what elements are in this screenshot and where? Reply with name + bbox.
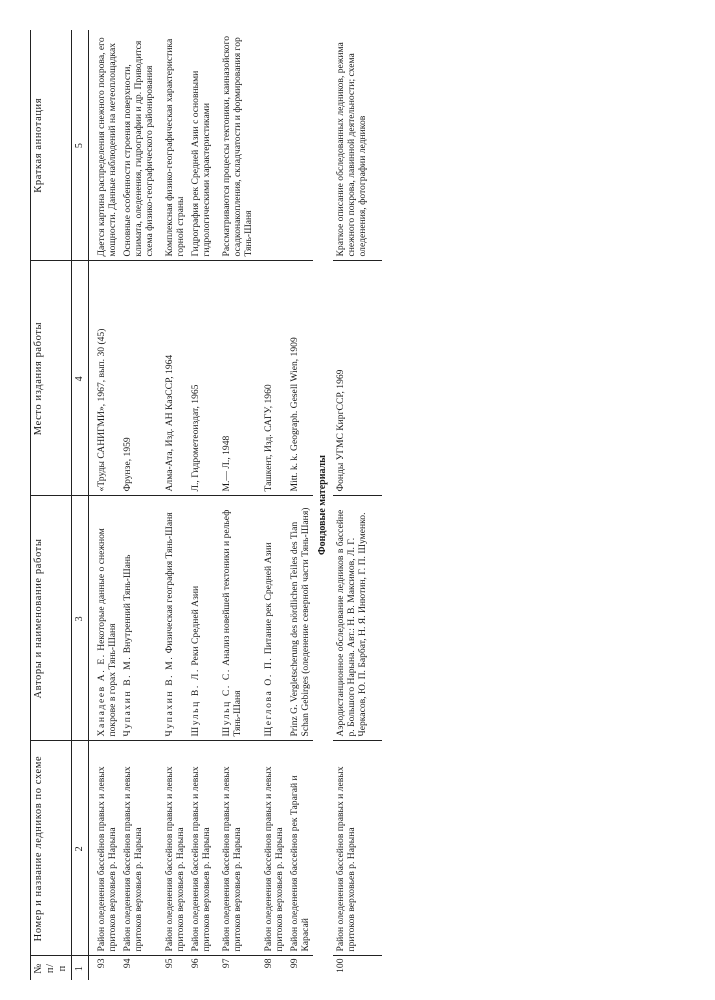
table-row [256, 30, 287, 980]
author-name: Щеглова О. П. [263, 656, 275, 737]
annotation: Комплексная физико-географическая характеристика горной страны [157, 30, 188, 261]
work-title [157, 496, 188, 741]
work-title [120, 496, 157, 741]
row-number: 94 [121, 958, 133, 969]
table-row [188, 30, 214, 980]
header-num: 5 [72, 30, 89, 261]
work-title [256, 496, 287, 741]
table-row [333, 30, 382, 980]
annotation [256, 30, 287, 261]
header-col-glacier: Номер и название ледников по схеме [31, 741, 72, 956]
bibliography-table [30, 30, 382, 980]
table-row [157, 30, 188, 980]
header-col-authors: Авторы и наименование работы [31, 496, 72, 741]
title-text: Некоторые данные о снежном покрове в горах Тянь-Шаня [95, 528, 118, 737]
header-col-annotation: Краткая аннотация [31, 30, 72, 261]
header-num: 2 [72, 741, 89, 956]
glacier-name: Район оледенения бассейнов правых и левых притоков верховьев р. Нарына [188, 741, 214, 956]
annotation: Основные особенности строения поверхности, климата, оледенения, гидрографии и др. Приводится схема физико-географического районирования [120, 30, 157, 261]
row-number: 97 [220, 958, 232, 969]
section-title: Фондовые материалы [317, 455, 329, 555]
annotation: Краткое описание обследованных ледников, режима снежного покрова, лавинной деятельности; схема оледенения, фотографии ледников [333, 30, 382, 261]
author-name: Чупахин В. М. [163, 655, 175, 737]
author-name: Шульц В. Л. [189, 668, 201, 737]
publication-place: Mitt. k. k. Geograph. Gesell Wien, 1909 [287, 261, 313, 496]
section-row [313, 30, 333, 980]
publication-place: Алма-Ата, Изд. АН КазССР, 1964 [157, 261, 188, 496]
table-row [214, 30, 256, 980]
publication-place: «Труды САНИГМИ», 1967, вып. 30 (45) [88, 261, 120, 496]
publication-place: М.— Л., 1948 [214, 261, 256, 496]
table-row [287, 30, 313, 980]
work-title [188, 496, 214, 741]
author-name: Ханадеев А. Е. [95, 653, 107, 737]
header-number-row [72, 30, 89, 980]
header-row [31, 30, 72, 980]
row-number: 93 [95, 958, 107, 969]
rotated-table-sheet [30, 30, 670, 980]
work-title: Prinz G. Vergletscherung des nördlichen Teiles des Tian Schan Gebirges (оледенение северной части Тянь-Шаня) [287, 496, 313, 741]
author-name: Шульц С. С. [220, 668, 232, 737]
work-title [88, 496, 120, 741]
row-number: 96 [189, 958, 201, 969]
title-text: Внутренний Тянь-Шань [121, 554, 133, 656]
header-col-place: Место издания работы [31, 261, 72, 496]
annotation: Дается картина распределения снежного покрова, его мощности. Данные наблюдений на метеоплощадках [88, 30, 120, 261]
row-number: 99 [289, 958, 301, 969]
header-num: 1 [72, 956, 89, 980]
header-num: 4 [72, 261, 89, 496]
glacier-name: Район оледенения бассейнов правых и левых притоков верховьев р. Нарына [88, 741, 120, 956]
table-row [120, 30, 157, 980]
title-text: Питание рек Средней Азии [263, 542, 275, 657]
title-text: Реки Средней Азии [189, 585, 201, 669]
glacier-name: Район оледенения бассейнов правых и левых притоков верховьев р. Нарына [214, 741, 256, 956]
annotation: Рассматриваются процессы тектоники, каиназойского осадконакопления, складчатости и формирования гор Тянь-Шаня [214, 30, 256, 261]
title-text: Физическая география Тянь-Шаня [163, 512, 175, 656]
publication-place: Фрунзе, 1959 [120, 261, 157, 496]
glacier-name: Район оледенения бассейнов правых и левых притоков верховьев р. Нарына [157, 741, 188, 956]
title-text: Анализ новейшей тектоники и рельеф Тянь-Шаня [220, 509, 243, 737]
table-row [88, 30, 120, 980]
glacier-name: Район оледенения бассейнов рек Тарагай и Карасай [287, 741, 313, 956]
publication-place: Фонды УГМС КиргССР, 1969 [333, 261, 382, 496]
author-name: Чупахин В. М. [121, 655, 133, 737]
work-title: Аэродистанционное обследование ледников в бассейне р. Большого Нарына. Авт.: Н. В. Максимов, Л. Г. Черкасов, Ю. П. Барбат, Н. Я. Инютин, Г. П. Шуменко. [333, 496, 382, 741]
annotation [287, 30, 313, 261]
row-number: 98 [263, 958, 275, 969]
publication-place: Ташкент, Изд. САГУ, 1960 [256, 261, 287, 496]
header-num: 3 [72, 496, 89, 741]
row-number: 95 [163, 958, 175, 969]
work-title [214, 496, 256, 741]
row-number: 100 [334, 958, 346, 973]
publication-place: Л., Гидрометеоиздат, 1965 [188, 261, 214, 496]
glacier-name: Район оледенения бассейнов правых и левых притоков верховьев р. Нарына [333, 741, 382, 956]
annotation: Гидрография рек Средней Азии с основными гидрологическими характеристиками [188, 30, 214, 261]
glacier-name: Район оледенения бассейнов правых и левых притоков верховьев р. Нарына [120, 741, 157, 956]
header-col-number: № п/п [31, 956, 72, 980]
glacier-name: Район оледенения бассейнов правых и левых притоков верховьев р. Нарына [256, 741, 287, 956]
